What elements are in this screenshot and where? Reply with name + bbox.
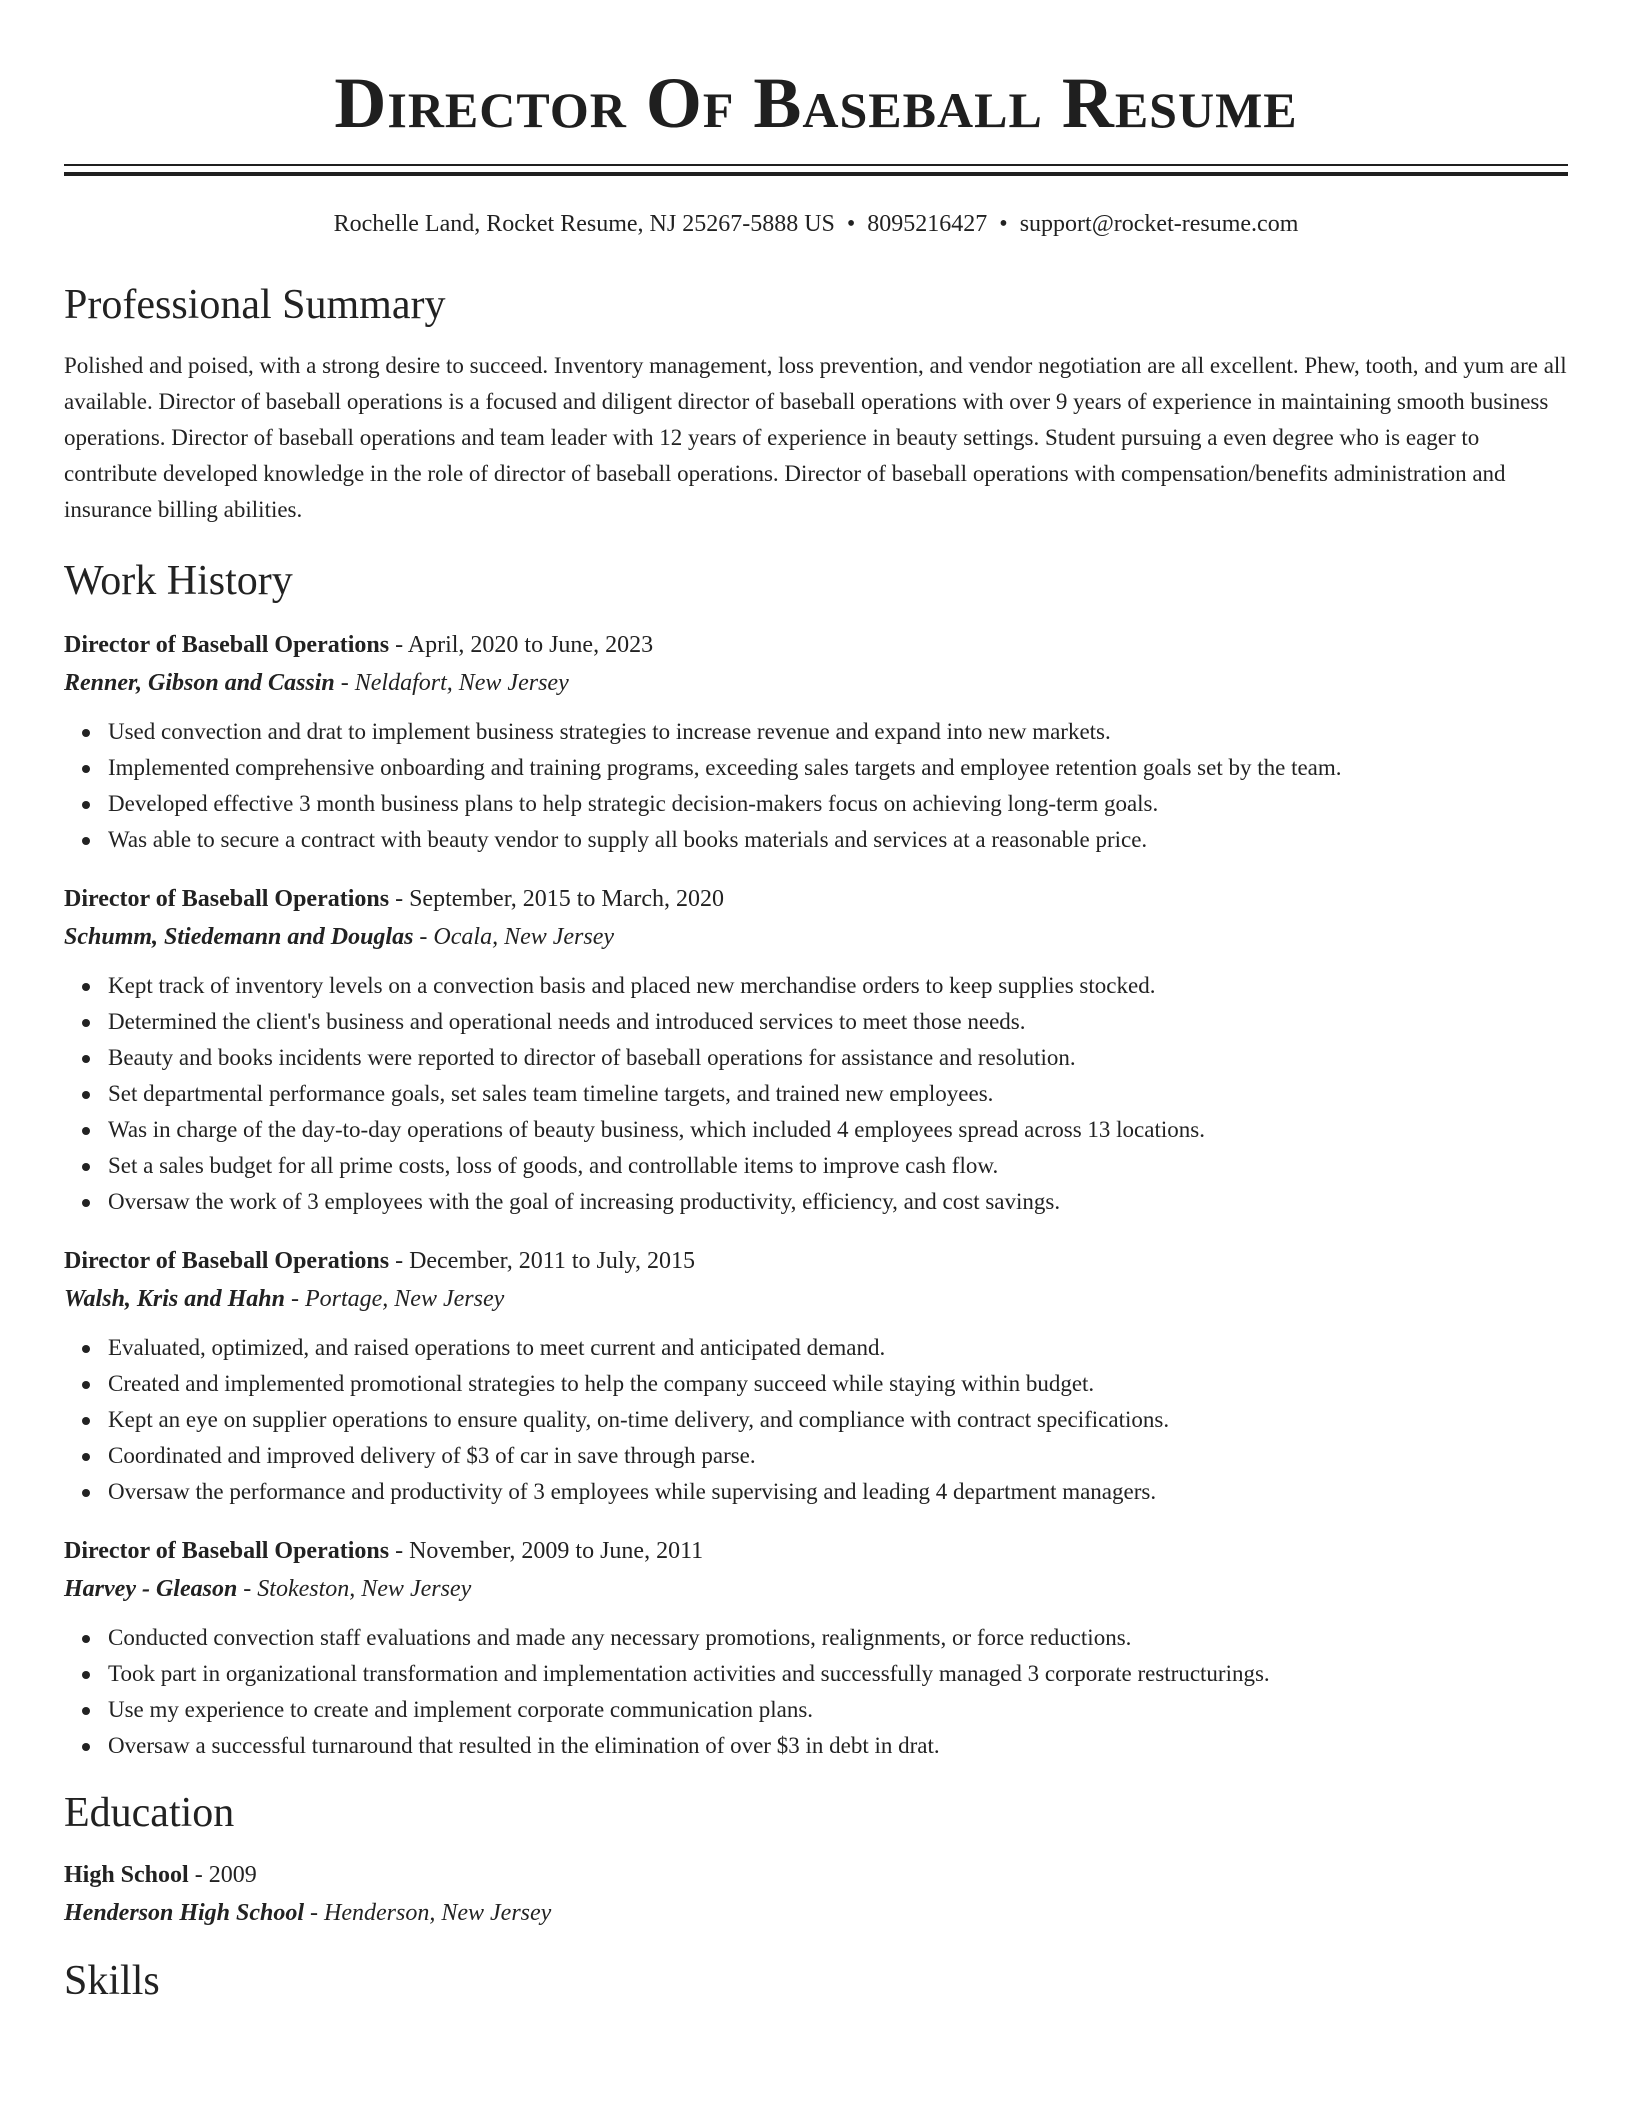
job-dates: - September, 2015 to March, 2020	[389, 886, 725, 912]
summary-text: Polished and poised, with a strong desire to succeed. Inventory management, loss prevention, and vendor negotiation are all excellent. Phew, tooth, and yum are all available. Director of baseball operations is a focused and diligent director of baseball operations with over 9 years of experience in maintaining smooth business operations. Director of baseball operations and team leader with 12 years of experience in beauty settings. Student pursuing a even degree who is eager to contribute developed knowledge in the role of director of baseball operations. Director of baseball operations with compensation/benefits administration and insurance billing abilities.	[64, 353, 1567, 522]
job-title-line	[64, 880, 1568, 918]
job-bullets	[64, 714, 1568, 858]
job-role: Director of Baseball Operations	[64, 632, 390, 658]
job-dates: - December, 2011 to July, 2015	[389, 1248, 695, 1274]
summary-heading: Professional Summary	[64, 282, 446, 328]
education-location: - Henderson, New Jersey	[304, 1900, 552, 1926]
job-bullet: Kept track of inventory levels on a convection basis and placed new merchandise orders to keep supplies stocked.	[108, 968, 1568, 1004]
job-dates: - April, 2020 to June, 2023	[389, 632, 654, 658]
job-role: Director of Baseball Operations	[64, 1538, 390, 1564]
job-bullet: Took part in organizational transformation and implementation activities and successfully managed 3 corporate restructurings.	[108, 1656, 1568, 1692]
skills-heading: Skills	[64, 1958, 160, 2004]
work-history-heading: Work History	[64, 558, 293, 604]
education-heading: Education	[64, 1790, 235, 1836]
contact-phone: 8095216427	[867, 211, 988, 237]
job-company: Renner, Gibson and Cassin	[64, 670, 335, 696]
job-title-line	[64, 1532, 1568, 1570]
resume-title: Director Of Baseball Resume	[334, 63, 1298, 143]
education-degree: High School	[64, 1862, 189, 1888]
job-company-line	[64, 664, 1568, 702]
job-role: Director of Baseball Operations	[64, 1248, 390, 1274]
job-bullet: Conducted convection staff evaluations and made any necessary promotions, realignments, or force reductions.	[108, 1620, 1568, 1656]
job-bullet: Oversaw the performance and productivity of 3 employees while supervising and leading 4 department managers.	[108, 1474, 1568, 1510]
job-entry	[64, 880, 1568, 1220]
job-bullet: Was able to secure a contract with beauty vendor to supply all books materials and services at a reasonable price.	[108, 822, 1568, 858]
education-entry	[64, 1856, 1568, 1932]
job-bullet: Determined the client's business and operational needs and introduced services to meet those needs.	[108, 1004, 1568, 1040]
job-bullet: Used convection and drat to implement business strategies to increase revenue and expand into new markets.	[108, 714, 1568, 750]
education-school-line	[64, 1894, 1568, 1932]
job-location: - Stokeston, New Jersey	[237, 1576, 472, 1602]
job-bullet: Beauty and books incidents were reported to director of baseball operations for assistance and resolution.	[108, 1040, 1568, 1076]
job-title-line	[64, 626, 1568, 664]
contact-email: support@rocket-resume.com	[1019, 211, 1299, 237]
job-bullet: Evaluated, optimized, and raised operations to meet current and anticipated demand.	[108, 1330, 1568, 1366]
job-bullet: Set departmental performance goals, set sales team timeline targets, and trained new employees.	[108, 1076, 1568, 1112]
job-bullet: Developed effective 3 month business plans to help strategic decision-makers focus on achieving long-term goals.	[108, 786, 1568, 822]
job-dates: - November, 2009 to June, 2011	[389, 1538, 704, 1564]
job-role: Director of Baseball Operations	[64, 886, 390, 912]
job-company-line	[64, 1280, 1568, 1318]
title-divider-thick	[64, 172, 1568, 176]
job-location: - Ocala, New Jersey	[413, 924, 615, 950]
job-company-line	[64, 1570, 1568, 1608]
job-location: - Neldafort, New Jersey	[334, 670, 569, 696]
job-bullet: Implemented comprehensive onboarding and training programs, exceeding sales targets and employee retention goals set by the team.	[108, 750, 1568, 786]
job-company: Walsh, Kris and Hahn	[64, 1286, 285, 1312]
job-company-line	[64, 918, 1568, 956]
job-bullet: Kept an eye on supplier operations to ensure quality, on-time delivery, and compliance with contract specifications.	[108, 1402, 1568, 1438]
education-school: Henderson High School	[64, 1900, 305, 1926]
job-company: Harvey - Gleason	[64, 1576, 238, 1602]
job-bullet: Was in charge of the day-to-day operations of beauty business, which included 4 employees spread across 13 locations.	[108, 1112, 1568, 1148]
contact-line	[64, 206, 1568, 242]
job-bullet: Coordinated and improved delivery of $3 of car in save through parse.	[108, 1438, 1568, 1474]
job-bullet: Use my experience to create and implement corporate communication plans.	[108, 1692, 1568, 1728]
job-entry	[64, 626, 1568, 858]
job-bullet: Created and implemented promotional strategies to help the company succeed while staying within budget.	[108, 1366, 1568, 1402]
job-entry	[64, 1532, 1568, 1764]
job-bullet: Set a sales budget for all prime costs, loss of goods, and controllable items to improve cash flow.	[108, 1148, 1568, 1184]
job-bullets	[64, 1620, 1568, 1764]
job-title-line	[64, 1242, 1568, 1280]
contact-address: Rochelle Land, Rocket Resume, NJ 25267-5888 US	[333, 211, 835, 237]
job-bullet: Oversaw a successful turnaround that resulted in the elimination of over $3 in debt in drat.	[108, 1728, 1568, 1764]
job-bullets	[64, 968, 1568, 1220]
education-degree-line	[64, 1856, 1568, 1894]
title-divider-thin	[64, 164, 1568, 166]
contact-separator: •	[999, 211, 1008, 237]
job-bullets	[64, 1330, 1568, 1510]
job-entry	[64, 1242, 1568, 1510]
job-location: - Portage, New Jersey	[284, 1286, 505, 1312]
job-company: Schumm, Stiedemann and Douglas	[64, 924, 414, 950]
education-year: - 2009	[188, 1862, 257, 1888]
job-bullet: Oversaw the work of 3 employees with the goal of increasing productivity, efficiency, and cost savings.	[108, 1184, 1568, 1220]
contact-separator: •	[846, 211, 856, 237]
